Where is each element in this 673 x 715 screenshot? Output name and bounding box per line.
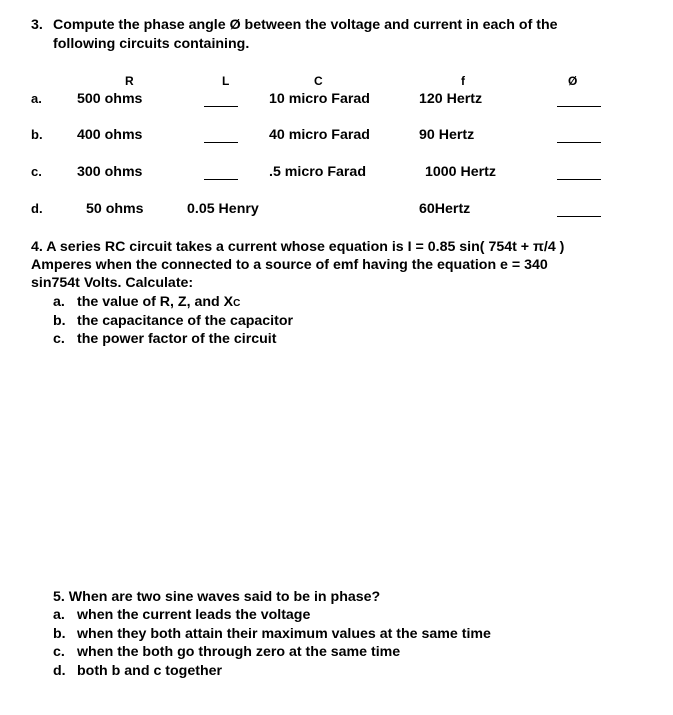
q5-option-d-text: both b and c together	[77, 663, 223, 679]
header-phi: Ø	[568, 74, 578, 88]
row-a-f: 120 Hertz	[419, 91, 483, 107]
q3-number: 3.	[31, 17, 43, 33]
q4-line2: Amperes when the connected to a source of emf having the equation e = 340	[31, 257, 548, 273]
q5-option-b-text: when they both attain their maximum values at the same time	[77, 626, 491, 642]
row-d-letter: d.	[31, 201, 43, 216]
row-b-letter: b.	[31, 127, 43, 142]
header-f: f	[461, 74, 465, 88]
q5-option-d-letter: d.	[53, 663, 66, 679]
row-b-l-blank	[204, 142, 238, 143]
q4-line3: sin754t Volts. Calculate:	[31, 275, 194, 291]
row-a-letter: a.	[31, 91, 42, 106]
row-d-r: 50 ohms	[86, 201, 144, 217]
row-c-f: 1000 Hertz	[425, 164, 496, 180]
row-c-letter: c.	[31, 164, 42, 179]
q4-item-c-text: the power factor of the circuit	[77, 331, 277, 347]
row-c-l-blank	[204, 179, 238, 180]
row-b-c: 40 micro Farad	[269, 127, 370, 143]
row-c-c: .5 micro Farad	[269, 164, 366, 180]
q4-item-c-letter: c.	[53, 331, 65, 347]
q5-option-a-letter: a.	[53, 607, 65, 623]
row-c-phi-blank	[557, 179, 601, 180]
q3-prompt-line1: Compute the phase angle Ø between the voltage and current in each of the	[53, 17, 558, 33]
q4-item-b-letter: b.	[53, 313, 66, 329]
q4-item-a-main: the value of R, Z, and X	[77, 294, 234, 310]
row-b-phi-blank	[557, 142, 601, 143]
header-l: L	[222, 74, 230, 88]
row-b-r: 400 ohms	[77, 127, 143, 143]
row-b-f: 90 Hertz	[419, 127, 475, 143]
row-c-r: 300 ohms	[77, 164, 143, 180]
q4-item-a-text	[77, 293, 240, 313]
q4-item-a-letter: a.	[53, 294, 65, 310]
q4-item-a-subscript: C	[233, 298, 241, 309]
header-r: R	[125, 74, 134, 88]
q3-prompt-line2: following circuits containing.	[53, 36, 250, 52]
row-d-phi-blank	[557, 216, 601, 217]
q5-option-b-letter: b.	[53, 626, 66, 642]
q4-line1: 4. A series RC circuit takes a current whose equation is I = 0.85 sin( 754t + π/4 )	[31, 239, 565, 255]
q5-option-a-text: when the current leads the voltage	[77, 607, 311, 623]
q4-item-b-text: the capacitance of the capacitor	[77, 313, 294, 329]
row-a-c: 10 micro Farad	[269, 91, 370, 107]
row-a-phi-blank	[557, 106, 601, 107]
row-d-f: 60Hertz	[419, 201, 471, 217]
q5-question: 5. When are two sine waves said to be in phase?	[53, 589, 381, 605]
row-a-r: 500 ohms	[77, 91, 143, 107]
q5-option-c-text: when the both go through zero at the same time	[77, 644, 401, 660]
row-d-l: 0.05 Henry	[187, 201, 259, 217]
header-c: C	[314, 74, 323, 88]
q5-option-c-letter: c.	[53, 644, 65, 660]
row-a-l-blank	[204, 106, 238, 107]
